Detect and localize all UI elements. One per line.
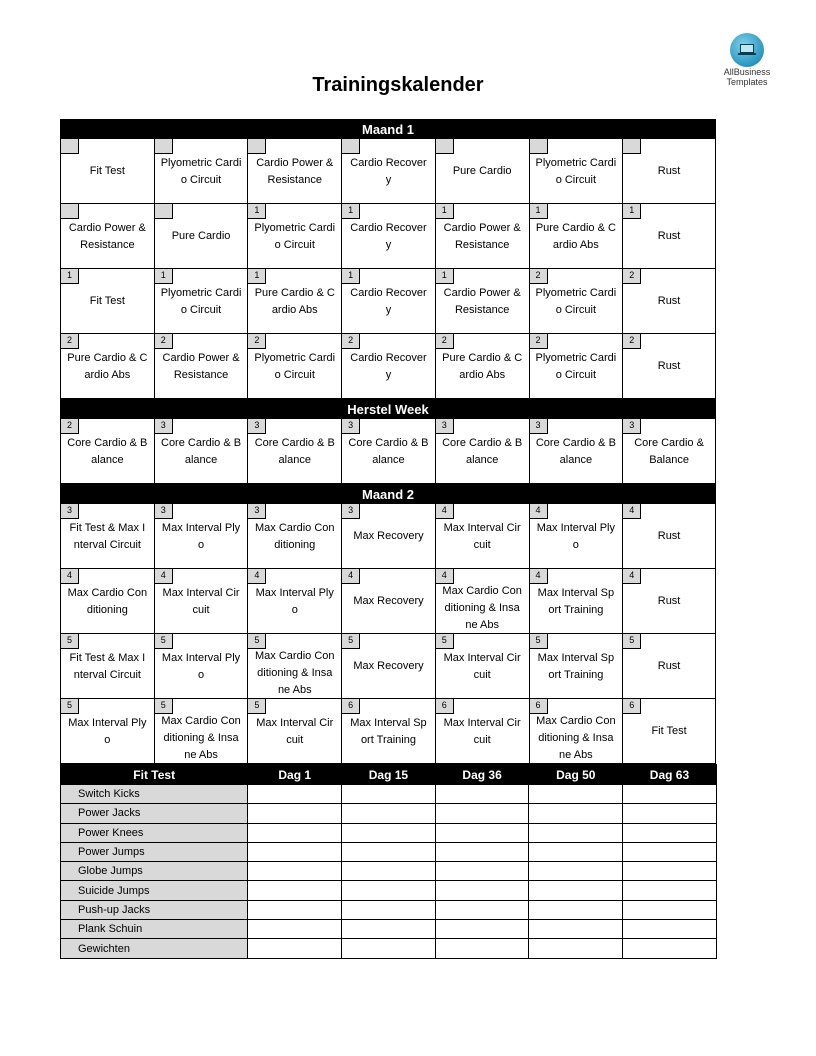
calendar-day-cell xyxy=(435,204,529,269)
workout-label: Rust xyxy=(657,530,681,542)
score-cell[interactable] xyxy=(248,842,342,861)
exercise-name: Globe Jumps xyxy=(61,862,248,881)
score-cell[interactable] xyxy=(529,939,623,958)
score-cell[interactable] xyxy=(435,920,529,939)
score-cell[interactable] xyxy=(435,823,529,842)
day-number-box: 5 xyxy=(623,634,641,649)
calendar-day-cell xyxy=(60,139,154,204)
calendar-day-cell xyxy=(341,699,435,764)
workout-label: Cardio Recovery xyxy=(350,222,427,251)
score-cell[interactable] xyxy=(529,823,623,842)
calendar-day-cell xyxy=(60,634,154,699)
week-row xyxy=(60,139,716,204)
day-number-box: 4 xyxy=(248,569,266,584)
calendar-day-cell xyxy=(435,634,529,699)
day-number-box: 3 xyxy=(436,419,454,434)
workout-label: Max Cardio Conditioning xyxy=(67,587,148,616)
score-cell[interactable] xyxy=(623,881,717,900)
calendar-day-cell xyxy=(247,699,341,764)
workout-label: Fit Test & Max Interval Circuit xyxy=(69,652,146,681)
workout-label: Max Recovery xyxy=(353,660,424,672)
calendar-day-cell xyxy=(247,504,341,569)
score-cell[interactable] xyxy=(623,842,717,861)
workout-label: Max Interval Plyo xyxy=(68,717,147,746)
calendar-day-cell xyxy=(529,204,623,269)
score-cell[interactable] xyxy=(435,862,529,881)
day-number-box: 4 xyxy=(530,504,548,519)
calendar-day-cell xyxy=(60,204,154,269)
workout-label: Max Cardio Conditioning & Insane Abs xyxy=(161,715,241,761)
workout-label: Plyometric Cardio Circuit xyxy=(254,352,336,381)
calendar-day-cell xyxy=(435,699,529,764)
calendar-day-cell xyxy=(154,334,248,399)
fit-test-row xyxy=(61,785,717,804)
workout-label: Max Interval Circuit xyxy=(256,717,334,746)
calendar-day-cell xyxy=(435,334,529,399)
workout-label: Max Cardio Conditioning xyxy=(255,522,335,551)
score-cell[interactable] xyxy=(623,920,717,939)
day-number-box: 1 xyxy=(436,204,454,219)
workout-label: Plyometric Cardio Circuit xyxy=(535,352,617,381)
score-cell[interactable] xyxy=(342,804,436,823)
calendar-day-cell xyxy=(622,504,716,569)
day-number-box: 3 xyxy=(342,419,360,434)
page-title: Trainingskalender xyxy=(312,74,484,96)
workout-label: Max Interval Circuit xyxy=(443,522,521,551)
week-row xyxy=(60,419,716,484)
score-cell[interactable] xyxy=(529,842,623,861)
calendar-day-cell xyxy=(60,569,154,634)
day-number-box: 3 xyxy=(155,419,173,434)
calendar-day-cell xyxy=(341,504,435,569)
workout-label: Max Interval Circuit xyxy=(162,587,240,616)
score-cell[interactable] xyxy=(435,785,529,804)
day-number-box: 2 xyxy=(623,334,641,349)
fit-test-row xyxy=(61,900,717,919)
score-cell[interactable] xyxy=(342,785,436,804)
calendar-day-cell xyxy=(622,419,716,484)
workout-label: Max Interval Sport Training xyxy=(537,652,615,681)
day-number-box: 6 xyxy=(530,699,548,714)
calendar-day-cell xyxy=(529,634,623,699)
day-number-box: 1 xyxy=(248,204,266,219)
workout-label: Core Cardio & Balance xyxy=(442,437,523,466)
workout-label: Fit Test xyxy=(651,725,687,737)
day-number-box: 4 xyxy=(623,504,641,519)
workout-label: Pure Cardio & Cardio Abs xyxy=(254,287,335,316)
exercise-name: Push-up Jacks xyxy=(61,900,248,919)
calendar-day-cell xyxy=(435,419,529,484)
workout-label: Cardio Power & Resistance xyxy=(256,157,334,186)
fit-test-row xyxy=(61,823,717,842)
workout-label: Max Interval Circuit xyxy=(443,717,521,746)
day-number-box: 4 xyxy=(342,569,360,584)
day-number-box: 2 xyxy=(61,419,79,434)
calendar-day-cell xyxy=(247,334,341,399)
calendar-day-cell xyxy=(247,139,341,204)
day-number-box: 4 xyxy=(530,569,548,584)
training-calendar xyxy=(60,119,716,764)
calendar-day-cell xyxy=(529,419,623,484)
day-number-box: 5 xyxy=(530,634,548,649)
workout-label: Cardio Power & Resistance xyxy=(443,287,521,316)
workout-label: Core Cardio & Balance xyxy=(67,437,148,466)
calendar-day-cell xyxy=(529,504,623,569)
score-cell[interactable] xyxy=(248,862,342,881)
workout-label: Pure Cardio & Cardio Abs xyxy=(67,352,148,381)
exercise-name: Power Jacks xyxy=(61,804,248,823)
exercise-name: Suicide Jumps xyxy=(61,881,248,900)
day-number-box: 3 xyxy=(248,504,266,519)
day-number-box: 2 xyxy=(342,334,360,349)
score-cell[interactable] xyxy=(435,939,529,958)
calendar-day-cell xyxy=(341,204,435,269)
day-number-box xyxy=(248,139,266,154)
score-cell[interactable] xyxy=(529,862,623,881)
day-number-box: 2 xyxy=(61,334,79,349)
exercise-name: Power Jumps xyxy=(61,842,248,861)
workout-label: Cardio Power & Resistance xyxy=(443,222,521,251)
calendar-day-cell xyxy=(247,204,341,269)
week-row xyxy=(60,699,716,764)
fit-test-header: Fit Test xyxy=(61,765,248,785)
day-number-box: 3 xyxy=(530,419,548,434)
calendar-day-cell xyxy=(247,269,341,334)
score-cell[interactable] xyxy=(529,900,623,919)
week-row xyxy=(60,269,716,334)
score-cell[interactable] xyxy=(529,881,623,900)
calendar-day-cell xyxy=(435,139,529,204)
score-cell[interactable] xyxy=(623,862,717,881)
section-header: Maand 1 xyxy=(60,119,716,139)
exercise-name: Switch Kicks xyxy=(61,785,248,804)
calendar-day-cell xyxy=(529,334,623,399)
day-number-box xyxy=(61,204,79,219)
calendar-day-cell xyxy=(154,419,248,484)
calendar-day-cell xyxy=(154,569,248,634)
score-cell[interactable] xyxy=(342,842,436,861)
score-cell[interactable] xyxy=(623,804,717,823)
calendar-day-cell xyxy=(622,634,716,699)
score-cell[interactable] xyxy=(342,862,436,881)
day-number-box xyxy=(342,139,360,154)
calendar-day-cell xyxy=(154,504,248,569)
day-number-box: 3 xyxy=(155,504,173,519)
score-cell[interactable] xyxy=(529,785,623,804)
workout-label: Max Recovery xyxy=(353,530,424,542)
day-number-box: 2 xyxy=(530,269,548,284)
day-number-box: 1 xyxy=(61,269,79,284)
calendar-day-cell xyxy=(435,504,529,569)
day-number-box: 2 xyxy=(155,334,173,349)
score-cell[interactable] xyxy=(623,785,717,804)
day-number-box: 1 xyxy=(530,204,548,219)
day-number-box: 5 xyxy=(248,634,266,649)
day-number-box: 3 xyxy=(342,504,360,519)
workout-label: Core Cardio & Balance xyxy=(535,437,616,466)
workout-label: Rust xyxy=(657,595,681,607)
score-cell[interactable] xyxy=(248,900,342,919)
score-cell[interactable] xyxy=(342,823,436,842)
day-number-box xyxy=(530,139,548,154)
fit-test-row xyxy=(61,842,717,861)
workout-label: Rust xyxy=(657,165,681,177)
day-number-box: 5 xyxy=(436,634,454,649)
day-number-box: 3 xyxy=(623,419,641,434)
workout-label: Rust xyxy=(657,660,681,672)
score-cell[interactable] xyxy=(248,823,342,842)
workout-label: Max Cardio Conditioning & Insane Abs xyxy=(536,715,616,761)
calendar-day-cell xyxy=(60,699,154,764)
calendar-day-cell xyxy=(341,634,435,699)
week-row xyxy=(60,204,716,269)
workout-label: Core Cardio & Balance xyxy=(254,437,335,466)
score-cell[interactable] xyxy=(435,900,529,919)
column-header-dag-15: Dag 15 xyxy=(342,765,436,785)
day-number-box xyxy=(61,139,79,154)
day-number-box: 5 xyxy=(61,634,79,649)
workout-label: Plyometric Cardio Circuit xyxy=(160,287,242,316)
laptop-icon xyxy=(730,33,764,67)
workout-label: Cardio Recovery xyxy=(350,287,427,316)
workout-label: Pure Cardio xyxy=(171,230,231,242)
calendar-day-cell xyxy=(622,334,716,399)
workout-label: Max Recovery xyxy=(353,595,424,607)
calendar-day-cell xyxy=(622,569,716,634)
day-number-box xyxy=(623,139,641,154)
score-cell[interactable] xyxy=(248,804,342,823)
day-number-box: 2 xyxy=(436,334,454,349)
workout-label: Max Interval Plyo xyxy=(161,522,241,551)
workout-label: Cardio Recovery xyxy=(350,157,427,186)
day-number-box: 4 xyxy=(436,504,454,519)
column-header-dag-63: Dag 63 xyxy=(623,765,717,785)
calendar-day-cell xyxy=(154,269,248,334)
column-header-dag-50: Dag 50 xyxy=(529,765,623,785)
day-number-box: 2 xyxy=(623,269,641,284)
calendar-day-cell xyxy=(60,269,154,334)
day-number-box: 5 xyxy=(155,634,173,649)
calendar-day-cell xyxy=(341,419,435,484)
fit-test-table xyxy=(60,764,717,959)
score-cell[interactable] xyxy=(435,881,529,900)
day-number-box: 1 xyxy=(623,204,641,219)
fit-test-row xyxy=(61,804,717,823)
exercise-name: Gewichten xyxy=(61,939,248,958)
fit-test-row xyxy=(61,881,717,900)
score-cell[interactable] xyxy=(435,842,529,861)
workout-label: Rust xyxy=(657,295,681,307)
workout-label: Pure Cardio & Cardio Abs xyxy=(442,352,523,381)
day-number-box: 5 xyxy=(342,634,360,649)
day-number-box: 6 xyxy=(436,699,454,714)
day-number-box: 6 xyxy=(623,699,641,714)
logo-line-2: Templates xyxy=(726,77,768,87)
score-cell[interactable] xyxy=(342,920,436,939)
workout-label: Core Cardio & Balance xyxy=(634,437,704,466)
calendar-day-cell xyxy=(622,699,716,764)
day-number-box: 3 xyxy=(61,504,79,519)
workout-label: Plyometric Cardio Circuit xyxy=(535,287,617,316)
workout-label: Plyometric Cardio Circuit xyxy=(160,157,242,186)
workout-label: Plyometric Cardio Circuit xyxy=(535,157,617,186)
day-number-box: 1 xyxy=(342,269,360,284)
column-header-dag-1: Dag 1 xyxy=(248,765,342,785)
workout-label: Max Interval Plyo xyxy=(536,522,615,551)
calendar-day-cell xyxy=(341,139,435,204)
calendar-day-cell xyxy=(247,419,341,484)
calendar-day-cell xyxy=(529,139,623,204)
workout-label: Cardio Power & Resistance xyxy=(162,352,240,381)
calendar-day-cell xyxy=(154,699,248,764)
score-cell[interactable] xyxy=(623,939,717,958)
workout-label: Max Interval Plyo xyxy=(161,652,241,681)
calendar-day-cell xyxy=(154,139,248,204)
fit-test-row xyxy=(61,939,717,958)
workout-label: Core Cardio & Balance xyxy=(161,437,242,466)
week-row xyxy=(60,334,716,399)
score-cell[interactable] xyxy=(623,823,717,842)
score-cell[interactable] xyxy=(342,881,436,900)
score-cell[interactable] xyxy=(623,900,717,919)
exercise-name: Power Knees xyxy=(61,823,248,842)
score-cell[interactable] xyxy=(342,939,436,958)
day-number-box xyxy=(155,204,173,219)
day-number-box: 4 xyxy=(155,569,173,584)
workout-label: Rust xyxy=(657,230,681,242)
workout-label: Max Cardio Conditioning & Insane Abs xyxy=(442,585,522,631)
exercise-name: Plank Schuin xyxy=(61,920,248,939)
workout-label: Core Cardio & Balance xyxy=(348,437,429,466)
score-cell[interactable] xyxy=(342,900,436,919)
day-number-box: 2 xyxy=(530,334,548,349)
workout-label: Pure Cardio & Cardio Abs xyxy=(535,222,616,251)
calendar-day-cell xyxy=(247,569,341,634)
calendar-day-cell xyxy=(154,204,248,269)
column-header-dag-36: Dag 36 xyxy=(435,765,529,785)
day-number-box: 1 xyxy=(342,204,360,219)
day-number-box: 5 xyxy=(61,699,79,714)
score-cell[interactable] xyxy=(435,804,529,823)
day-number-box: 2 xyxy=(248,334,266,349)
workout-label: Cardio Recovery xyxy=(350,352,427,381)
workout-label: Max Cardio Conditioning & Insane Abs xyxy=(255,650,335,696)
fit-test-row xyxy=(61,920,717,939)
fit-test-row xyxy=(61,862,717,881)
section-header: Herstel Week xyxy=(60,399,716,419)
calendar-day-cell xyxy=(622,269,716,334)
calendar-day-cell xyxy=(341,334,435,399)
calendar-day-cell xyxy=(60,334,154,399)
workout-label: Max Interval Plyo xyxy=(255,587,334,616)
day-number-box xyxy=(436,139,454,154)
score-cell[interactable] xyxy=(248,881,342,900)
workout-label: Max Interval Sport Training xyxy=(537,587,615,616)
workout-label: Plyometric Cardio Circuit xyxy=(254,222,336,251)
calendar-day-cell xyxy=(247,634,341,699)
fit-test-header-row xyxy=(61,765,717,785)
workout-label: Fit Test & Max Interval Circuit xyxy=(69,522,146,551)
calendar-day-cell xyxy=(60,419,154,484)
score-cell[interactable] xyxy=(248,939,342,958)
score-cell[interactable] xyxy=(529,804,623,823)
calendar-day-cell xyxy=(435,269,529,334)
day-number-box xyxy=(155,139,173,154)
day-number-box: 4 xyxy=(623,569,641,584)
logo-line-1: AllBusiness xyxy=(723,67,771,77)
week-row xyxy=(60,569,716,634)
calendar-day-cell xyxy=(60,504,154,569)
day-number-box: 1 xyxy=(155,269,173,284)
day-number-box: 5 xyxy=(248,699,266,714)
workout-label: Rust xyxy=(657,360,681,372)
day-number-box: 6 xyxy=(342,699,360,714)
workout-label: Max Interval Circuit xyxy=(443,652,521,681)
week-row xyxy=(60,504,716,569)
day-number-box: 1 xyxy=(248,269,266,284)
calendar-day-cell xyxy=(622,139,716,204)
day-number-box: 4 xyxy=(61,569,79,584)
score-cell[interactable] xyxy=(529,920,623,939)
calendar-day-cell xyxy=(529,269,623,334)
calendar-day-cell xyxy=(435,569,529,634)
workout-label: Fit Test xyxy=(89,165,125,177)
day-number-box: 1 xyxy=(436,269,454,284)
day-number-box: 5 xyxy=(155,699,173,714)
workout-label: Fit Test xyxy=(89,295,125,307)
section-header: Maand 2 xyxy=(60,484,716,504)
calendar-day-cell xyxy=(341,569,435,634)
day-number-box: 4 xyxy=(436,569,454,584)
calendar-day-cell xyxy=(529,699,623,764)
calendar-day-cell xyxy=(154,634,248,699)
calendar-day-cell xyxy=(341,269,435,334)
score-cell[interactable] xyxy=(248,785,342,804)
score-cell[interactable] xyxy=(248,920,342,939)
calendar-day-cell xyxy=(529,569,623,634)
week-row xyxy=(60,634,716,699)
day-number-box: 3 xyxy=(248,419,266,434)
workout-label: Pure Cardio xyxy=(452,165,512,177)
workout-label: Max Interval Sport Training xyxy=(350,717,427,746)
calendar-day-cell xyxy=(622,204,716,269)
workout-label: Cardio Power & Resistance xyxy=(68,222,146,251)
